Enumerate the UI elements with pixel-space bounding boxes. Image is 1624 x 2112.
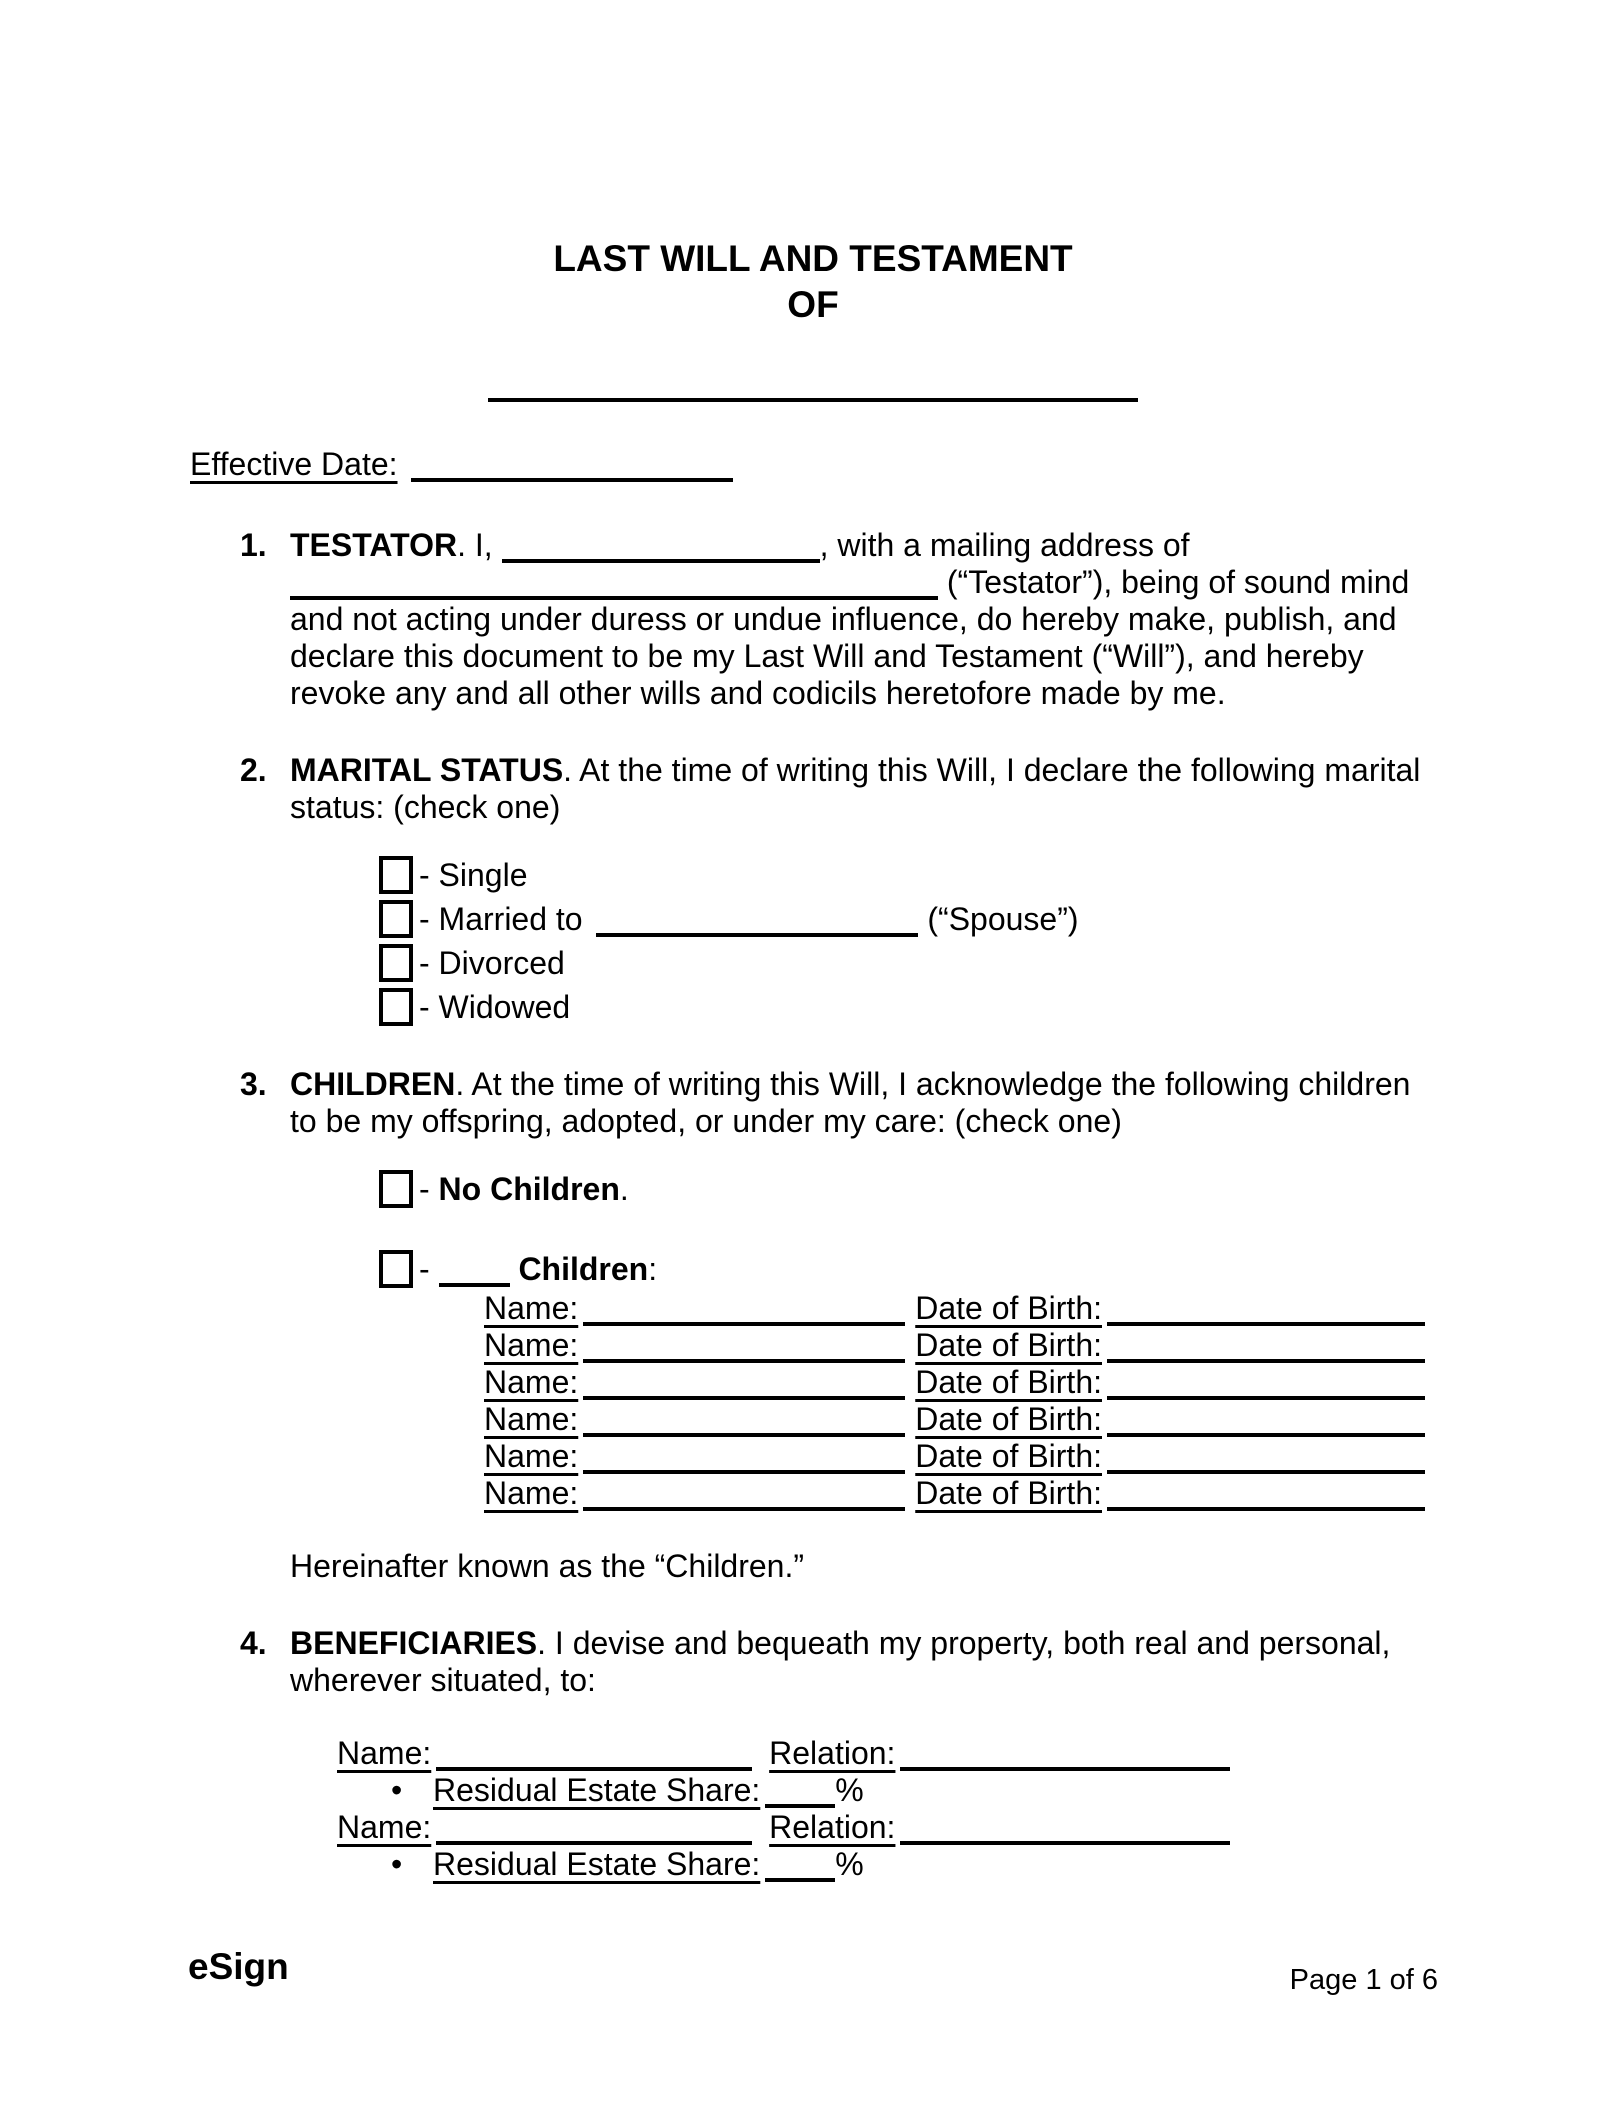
checkbox-divorced[interactable] bbox=[379, 944, 413, 982]
esign-logo: eSign bbox=[188, 1946, 289, 1987]
checkbox-single[interactable] bbox=[379, 856, 413, 894]
child-name-field-6[interactable] bbox=[583, 1495, 905, 1511]
children-option-count-label: Children bbox=[518, 1251, 649, 1287]
testator-line-1 bbox=[290, 527, 1436, 564]
marital-text-1: . At the time of writing this Will, I declare the following marital bbox=[563, 752, 1421, 788]
beneficiary-row-2 bbox=[337, 1809, 1436, 1846]
page-indicator: Page 1 of 6 bbox=[1289, 1964, 1438, 1996]
checkbox-widowed[interactable] bbox=[379, 988, 413, 1026]
children-option-none-dash: - bbox=[419, 1171, 439, 1207]
marital-heading: MARITAL STATUS bbox=[290, 752, 564, 788]
section-testator bbox=[240, 527, 1436, 712]
marital-options bbox=[379, 856, 1436, 1026]
child-dob-label: Date of Birth: bbox=[915, 1438, 1102, 1474]
testator-text-1b: , with a mailing address of bbox=[819, 527, 1190, 563]
child-dob-field-1[interactable] bbox=[1107, 1310, 1425, 1326]
marital-text-2: status: (check one) bbox=[290, 789, 561, 825]
beneficiaries-text-2: wherever situated, to: bbox=[290, 1662, 596, 1698]
child-row-4 bbox=[484, 1401, 1436, 1438]
residual-share-label: Residual Estate Share: bbox=[433, 1772, 761, 1808]
children-options bbox=[379, 1170, 1436, 1288]
bullet-icon: • bbox=[391, 1846, 403, 1882]
checkbox-has-children[interactable] bbox=[379, 1250, 413, 1288]
marital-option-single bbox=[379, 856, 1436, 894]
child-name-label: Name: bbox=[484, 1401, 579, 1437]
percent-sign: % bbox=[835, 1846, 864, 1882]
testator-text-3: and not acting under duress or undue influence, do hereby make, publish, and bbox=[290, 601, 1397, 637]
beneficiaries-text-1: . I devise and bequeath my property, both real and personal, bbox=[537, 1625, 1391, 1661]
marital-option-divorced-label: - Divorced bbox=[419, 945, 565, 981]
section-children-number: 3. bbox=[240, 1066, 267, 1102]
effective-date-label: Effective Date: bbox=[190, 446, 398, 482]
child-dob-label: Date of Birth: bbox=[915, 1401, 1102, 1437]
title-line-2: OF bbox=[787, 284, 839, 325]
beneficiary-2-residual-row bbox=[391, 1846, 1436, 1883]
children-text-2: to be my offspring, adopted, or under my care: (check one) bbox=[290, 1103, 1122, 1139]
beneficiary-name-label: Name: bbox=[337, 1809, 432, 1845]
children-option-count-colon: : bbox=[648, 1251, 658, 1287]
testator-text-5: revoke any and all other wills and codicils heretofore made by me. bbox=[290, 675, 1226, 711]
residual-share-label: Residual Estate Share: bbox=[433, 1846, 761, 1882]
checkbox-no-children[interactable] bbox=[379, 1170, 413, 1208]
beneficiary-name-label: Name: bbox=[337, 1735, 432, 1771]
child-name-label: Name: bbox=[484, 1475, 579, 1511]
children-option-none-label: No Children bbox=[438, 1171, 620, 1207]
children-line-1 bbox=[290, 1066, 1436, 1103]
bullet-icon: • bbox=[391, 1772, 403, 1808]
children-hereinafter-note: Hereinafter known as the “Children.” bbox=[290, 1548, 805, 1584]
beneficiary-2-name-field[interactable] bbox=[436, 1829, 752, 1845]
child-dob-label: Date of Birth: bbox=[915, 1327, 1102, 1363]
beneficiary-1-share-field[interactable] bbox=[765, 1792, 835, 1808]
child-row-5 bbox=[484, 1438, 1436, 1475]
beneficiary-1-name-field[interactable] bbox=[436, 1755, 752, 1771]
children-count-field[interactable] bbox=[439, 1271, 510, 1287]
child-name-label: Name: bbox=[484, 1290, 579, 1326]
children-heading: CHILDREN bbox=[290, 1066, 456, 1102]
section-beneficiaries-number: 4. bbox=[240, 1625, 267, 1661]
marital-option-married-suffix: (“Spouse”) bbox=[927, 901, 1079, 937]
beneficiaries-line-1 bbox=[290, 1625, 1436, 1662]
child-name-field-1[interactable] bbox=[583, 1310, 905, 1326]
spouse-name-field[interactable] bbox=[596, 921, 918, 937]
child-name-field-2[interactable] bbox=[583, 1347, 905, 1363]
child-name-label: Name: bbox=[484, 1364, 579, 1400]
child-row-6 bbox=[484, 1475, 1436, 1512]
marital-line-1 bbox=[290, 752, 1436, 789]
child-name-label: Name: bbox=[484, 1327, 579, 1363]
marital-option-single-label: - Single bbox=[419, 857, 528, 893]
beneficiary-relation-label: Relation: bbox=[769, 1809, 896, 1845]
child-dob-field-2[interactable] bbox=[1107, 1347, 1425, 1363]
marital-option-married-label: - Married to bbox=[419, 901, 592, 937]
beneficiary-1-residual-row bbox=[391, 1772, 1436, 1809]
children-option-none bbox=[379, 1170, 1436, 1208]
effective-date-field[interactable] bbox=[411, 466, 733, 482]
beneficiary-2-share-field[interactable] bbox=[765, 1866, 835, 1882]
children-list bbox=[484, 1290, 1436, 1512]
testator-text-2: (“Testator”), being of sound mind bbox=[946, 564, 1410, 600]
section-children bbox=[240, 1066, 1436, 1585]
title-line-1: LAST WILL AND TESTAMENT bbox=[553, 238, 1073, 279]
section-marital-number: 2. bbox=[240, 752, 267, 788]
testator-heading: TESTATOR bbox=[290, 527, 458, 563]
child-name-label: Name: bbox=[484, 1438, 579, 1474]
testator-address-field[interactable] bbox=[290, 584, 938, 600]
child-dob-label: Date of Birth: bbox=[915, 1290, 1102, 1326]
marital-option-divorced bbox=[379, 944, 1436, 982]
testator-text-1a: . I, bbox=[457, 527, 502, 563]
children-option-count bbox=[379, 1250, 1436, 1288]
children-option-count-dash: - bbox=[419, 1251, 439, 1287]
testator-line-2 bbox=[290, 564, 1436, 601]
children-text-1: . At the time of writing this Will, I acknowledge the following children bbox=[455, 1066, 1411, 1102]
child-dob-label: Date of Birth: bbox=[915, 1475, 1102, 1511]
child-dob-field-4[interactable] bbox=[1107, 1421, 1425, 1437]
child-row-3 bbox=[484, 1364, 1436, 1401]
beneficiary-1-relation-field[interactable] bbox=[900, 1755, 1230, 1771]
document-title bbox=[190, 236, 1436, 328]
child-dob-field-5[interactable] bbox=[1107, 1458, 1425, 1474]
testator-title-name-field[interactable] bbox=[488, 398, 1138, 402]
beneficiaries-list bbox=[337, 1735, 1436, 1883]
marital-option-married bbox=[379, 900, 1436, 938]
child-dob-label: Date of Birth: bbox=[915, 1364, 1102, 1400]
beneficiary-relation-label: Relation: bbox=[769, 1735, 896, 1771]
testator-text-4: declare this document to be my Last Will and Testament (“Will”), and hereby bbox=[290, 638, 1364, 674]
child-name-field-5[interactable] bbox=[583, 1458, 905, 1474]
beneficiary-row-1 bbox=[337, 1735, 1436, 1772]
marital-option-widowed bbox=[379, 988, 1436, 1026]
child-dob-field-3[interactable] bbox=[1107, 1384, 1425, 1400]
child-name-field-4[interactable] bbox=[583, 1421, 905, 1437]
section-testator-number: 1. bbox=[240, 527, 267, 563]
beneficiaries-heading: BENEFICIARIES bbox=[290, 1625, 538, 1661]
section-beneficiaries bbox=[240, 1625, 1436, 1883]
section-marital-status bbox=[240, 752, 1436, 1026]
beneficiary-2-relation-field[interactable] bbox=[900, 1829, 1230, 1845]
testator-name-field[interactable] bbox=[502, 547, 820, 563]
child-name-field-3[interactable] bbox=[583, 1384, 905, 1400]
child-dob-field-6[interactable] bbox=[1107, 1495, 1425, 1511]
marital-option-widowed-label: - Widowed bbox=[419, 989, 571, 1025]
checkbox-married[interactable] bbox=[379, 900, 413, 938]
effective-date-row bbox=[190, 446, 1436, 483]
child-row-2 bbox=[484, 1327, 1436, 1364]
percent-sign: % bbox=[835, 1772, 864, 1808]
child-row-1 bbox=[484, 1290, 1436, 1327]
children-option-none-period: . bbox=[619, 1171, 629, 1207]
